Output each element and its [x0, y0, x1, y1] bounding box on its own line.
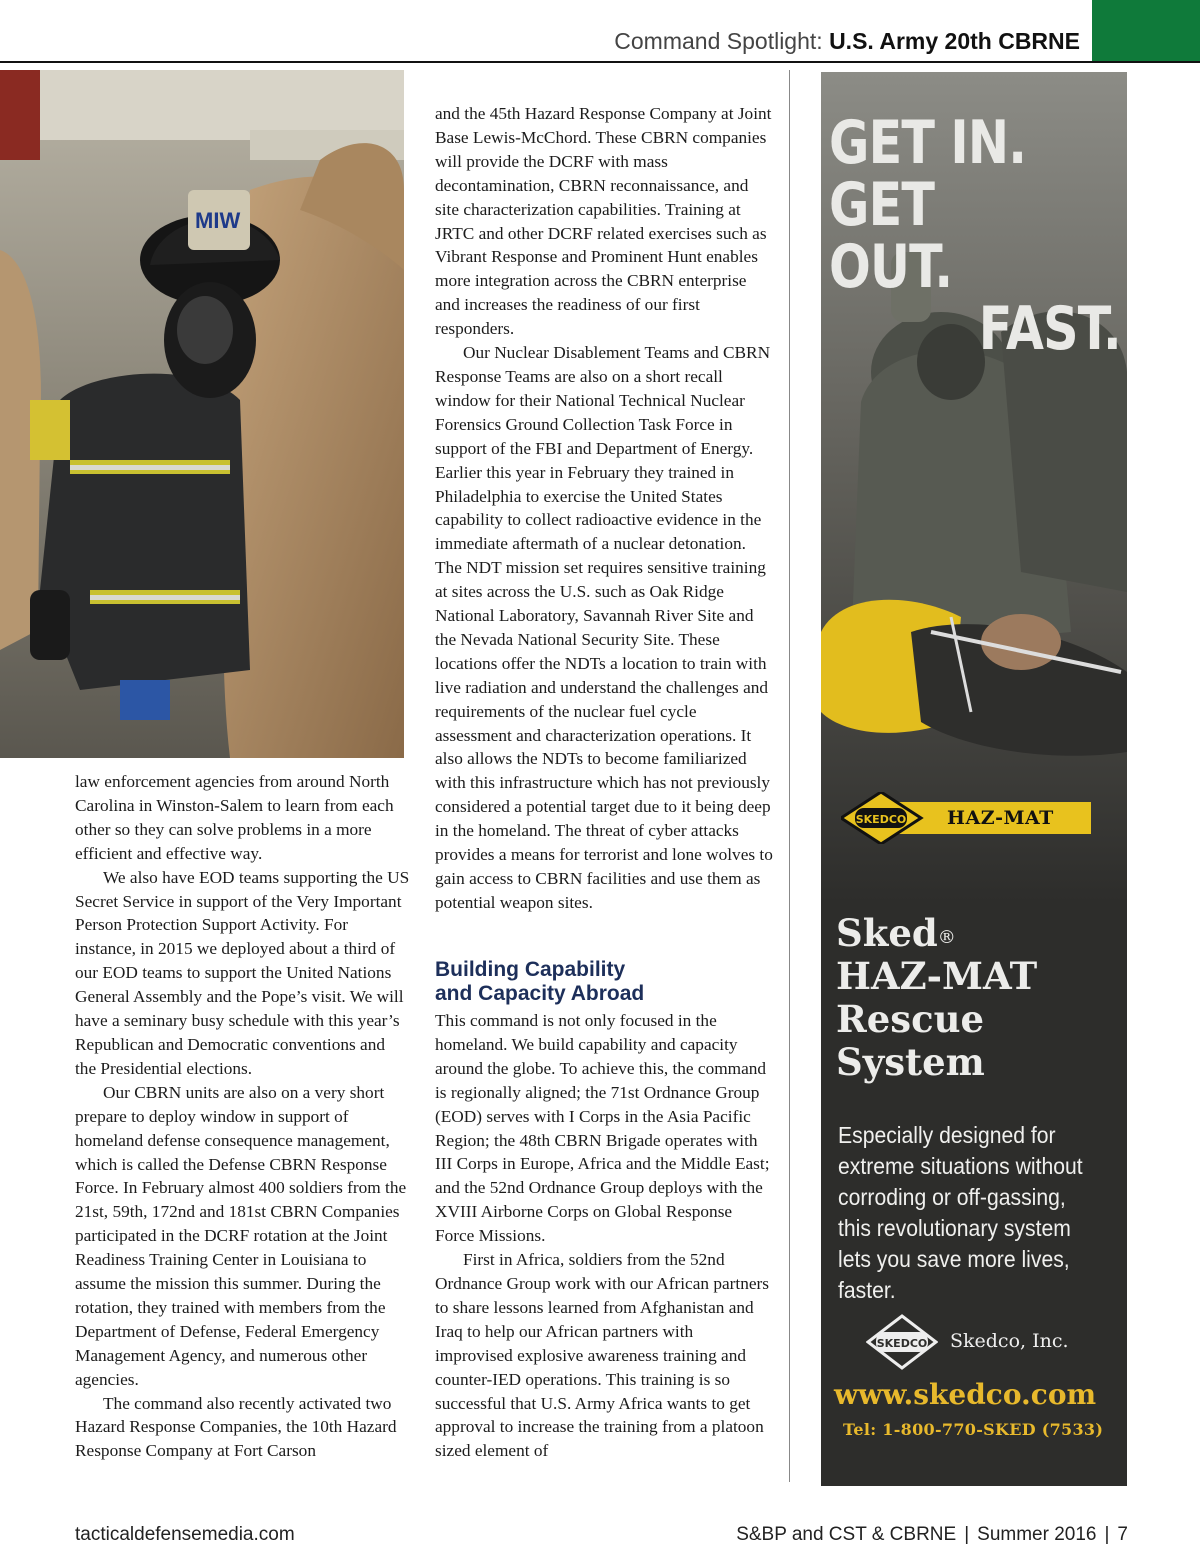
column1-paragraph: We also have EOD teams supporting the US Secret Service in support of the Very Important Person Protection Support Activity. For instance, in 2015 we deployed about a third of our EOD teams to support the United Nations General Assembly and the Pope’s visit. We will have a seminary busy schedule with this year’s Republican and Democratic conventions and the Presidential elections. [75, 867, 410, 1078]
article-column-2 [435, 102, 775, 915]
header-color-tab [1092, 0, 1200, 62]
ad-company-name: Skedco, Inc. [950, 1330, 1069, 1352]
column2-paragraph: This command is not only focused in the homeland. We build capability and capacity around the globe. To achieve this, the command is regionally aligned; the 71st Ordnance Group (EOD) serves with I Corps in the Asia Pacific Region; the 48th CBRN Brigade operates with III Corps in Europe, Africa and the Middle East; and the 52nd Ordnance Group deploys with the XVIII Airborne Corps on Global Response Force Missions. [435, 1011, 770, 1246]
ad-telephone: Tel: 1-800-770-SKED (7533) [843, 1420, 1104, 1439]
article-photo [0, 70, 404, 758]
running-header [614, 28, 1080, 55]
article-column-1 [75, 770, 410, 1463]
ad-badge-label: HAZ-MAT [947, 807, 1054, 829]
column-divider [789, 70, 790, 1482]
footer-page-number: 7 [1117, 1524, 1128, 1545]
header-title: U.S. Army 20th CBRNE [829, 28, 1080, 54]
registered-mark: ® [937, 927, 956, 948]
column2-paragraph: First in Africa, soldiers from the 52nd Ordnance Group work with our African partners to share lessons learned from Afghanistan and Iraq to help our African partners with improvised explosive awareness training and counter-IED operations. This training is so successful that U.S. Army Africa wants to get approval to increase the training from a platoon sized element of [435, 1250, 769, 1461]
footer-separator: | [964, 1524, 970, 1545]
product-line-1: Sked [836, 911, 938, 955]
skedco-logo-icon [866, 1314, 938, 1370]
article-column-2-continued [435, 1009, 775, 1463]
firefighter-photo-illustration [0, 70, 404, 758]
footer-publication: S&BP and CST & CBRNE [736, 1524, 957, 1545]
ad-headline-line-2: GET OUT. [829, 170, 953, 302]
ad-headline [829, 108, 1121, 364]
helmet-label: MIW [195, 208, 241, 233]
column1-paragraph: The command also recently activated two Hazard Response Companies, the 10th Hazard Response Company at Fort Carson [75, 1393, 397, 1461]
ad-headline-line-3: FAST. [978, 294, 1121, 364]
product-line-2: HAZ-MAT [836, 954, 1038, 998]
skedco-advertisement[interactable] [821, 72, 1127, 1486]
header-rule [0, 61, 1200, 63]
skedco-logo-text: SKEDCO [855, 813, 907, 826]
footer-website: tacticaldefensemedia.com [75, 1524, 295, 1545]
column2-paragraph: Our Nuclear Disablement Teams and CBRN Response Teams are also on a short recall window for their National Technical Nuclear Forensics Ground Collection Task Force in support of the FBI and Department of Energy. Earlier this year in February they trained in Philadelphia to exercise the United States capability to collect radioactive evidence in the immediate aftermath of a nuclear detonation. The NDT mission set requires sensitive training at sites across the U.S. such as Oak Ridge National Laboratory, Savannah River Site and the Nevada National Security Site. These locations offer the NDTs a location to train with live radiation and understand the challenges and requirements of the nuclear fuel cycle assessment and characterization operations. It also allows the NDTs to become familiarized with this infrastructure which has not previously considered a potential target due to it being deep in the homeland. The threat of cyber attacks provides a means for terrorist and lone wolves to gain access to CBRN facilities and use them as potential weapon sites. [435, 343, 773, 912]
footer-separator: | [1104, 1524, 1110, 1545]
product-line-3: Rescue [836, 997, 985, 1041]
ad-website-link[interactable]: www.skedco.com [834, 1378, 1097, 1411]
column1-paragraph: Our CBRN units are also on a very short prepare to deploy window in support of homeland defense consequence management, which is called the Defense CBRN Response Force. In February almost 400 soldiers from the 21st, 59th, 172nd and 181st CBRN Companies participated in the DCRF rotation at the Joint Readiness Training Center in Louisiana to assume the mission this summer. During the rotation, they trained with members from the Department of Defense, Federal Emergency Management Agency, and numerous other agencies. [75, 1082, 407, 1389]
column2-paragraph: and the 45th Hazard Response Company at Joint Base Lewis-McChord. These CBRN companies will provide the DCRF with mass decontamination, CBRN reconnaissance, and site characterization capabilities. Training at JRTC and other DCRF related exercises such as Vibrant Response and Prominent Hunt enables more integration across the CBRN enterprise and increases the readiness of our first responders. [435, 104, 772, 339]
ad-headline-line-1: GET IN. [829, 108, 1027, 178]
footer-publication-info [736, 1524, 1128, 1546]
column1-paragraph: law enforcement agencies from around North Carolina in Winston-Salem to learn from each other so they can solve problems in a more efficient and effective way. [75, 772, 394, 863]
header-lead: Command Spotlight: [614, 28, 823, 54]
section-subheading [435, 958, 735, 1006]
footer-issue: Summer 2016 [977, 1524, 1097, 1545]
ad-product-name [836, 912, 1116, 1084]
subheading-line-1: Building Capability [435, 958, 626, 981]
ad-description: Especially designed for extreme situations without corroding or off-gassing, this revolutionary system lets you save more lives, faster. [838, 1122, 1083, 1303]
product-line-4: System [836, 1040, 985, 1084]
skedco-logo-text-2: SKEDCO [876, 1337, 928, 1350]
subheading-line-2: and Capacity Abroad [435, 982, 645, 1005]
